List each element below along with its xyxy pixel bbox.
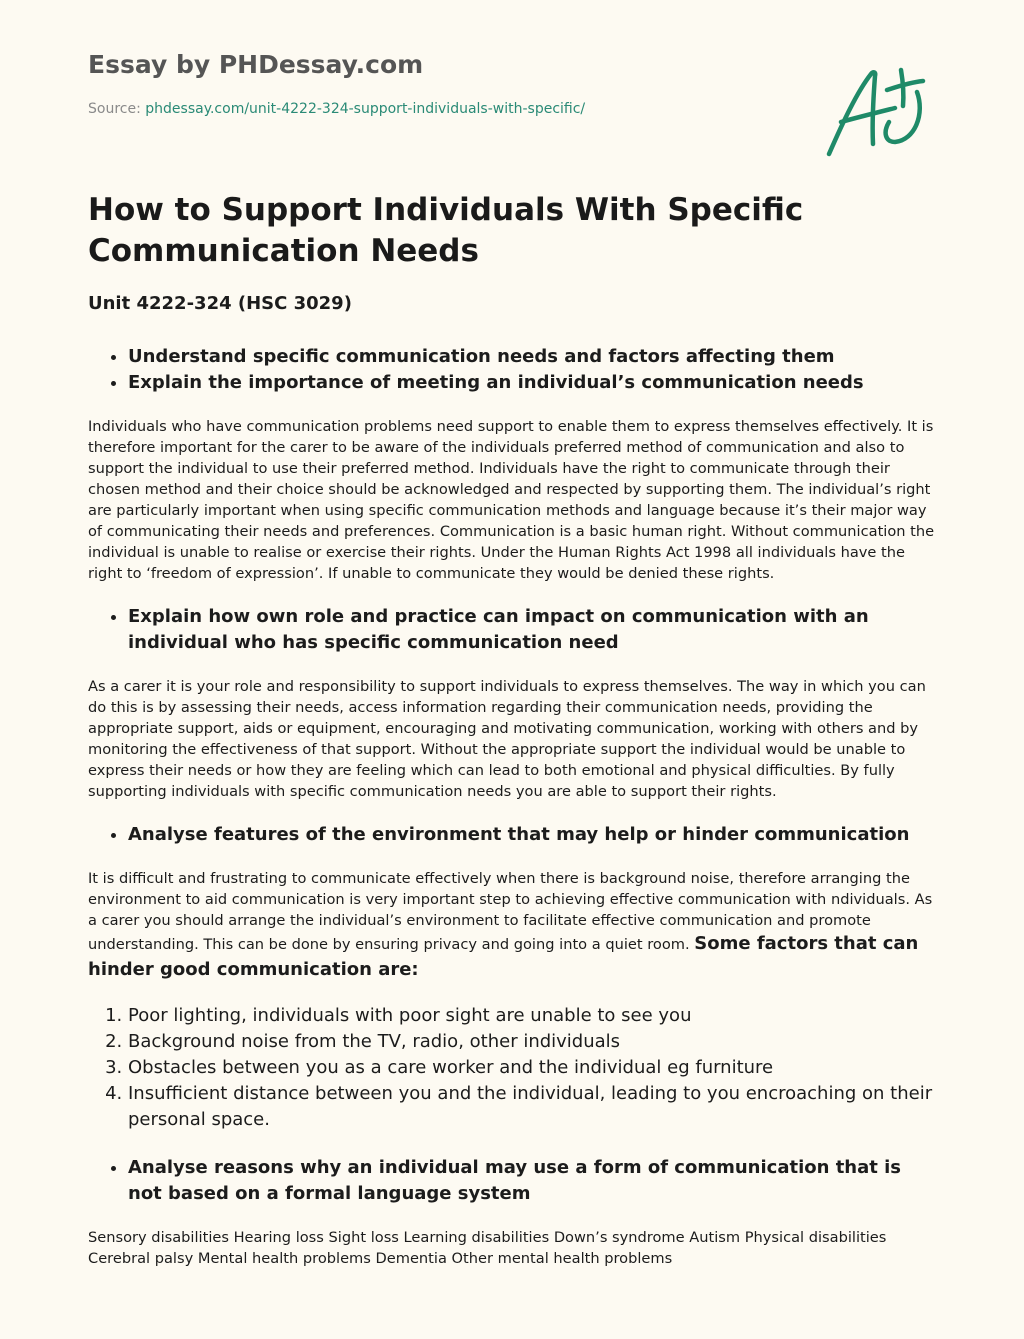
essay-body — [88, 290, 938, 1335]
site-brand: Essay by PHDessay.com — [88, 50, 424, 79]
paragraph-environment-text: It is difficult and frustrating to communicate effectively when there is background noise, therefore arranging the environment to aid communication is very important step to achieving effective communication with ndividuals. As a carer you should arrange the individual’s environment to facilitate effective communication and promote understanding. This can be done by ensuring privacy and going into a quiet room. — [88, 870, 933, 953]
source-link[interactable]: phdessay.com/unit-4222-324-support-individuals-with-specific/ — [145, 101, 586, 117]
outcome-item: • Analyse features of the environment that may help or hinder communication — [128, 822, 938, 848]
factors-list — [88, 1003, 938, 1133]
paragraph-role: As a carer it is your role and responsibility to support individuals to express themselves. The way in which you can do this is by assessing their needs, access information regarding their communication needs, providing the appropriate support, aids or equipment, encouraging and motivating communication, working with others and by monitoring the effectiveness of that support. Without the appropriate support the individual would be unable to express their needs or how they are feeling which can lead to both emotional and physical difficulties. By fully supporting individuals with specific communication needs you are able to support their rights. — [88, 678, 926, 800]
paragraph-environment — [88, 868, 938, 983]
factor-item: 2. Background noise from the TV, radio, other individuals — [128, 1029, 938, 1055]
outcomes-list-3 — [88, 822, 938, 848]
unit-heading: Unit 4222-324 (HSC 3029) — [88, 293, 352, 314]
factor-item: 3. Obstacles between you as a care worker and the individual eg furniture — [128, 1055, 938, 1081]
a-plus-grade-logo-icon — [823, 62, 933, 162]
outcome-item: • Analyse reasons why an individual may use a form of communication that is not based on a formal language system — [128, 1155, 938, 1207]
factor-item: 1. Poor lighting, individuals with poor sight are unable to see you — [128, 1003, 938, 1029]
source-label: Source: — [88, 101, 141, 117]
outcomes-list-4 — [88, 1155, 938, 1207]
outcomes-list-1 — [88, 344, 938, 396]
outcomes-list-2 — [88, 604, 938, 656]
paragraph-reasons: Sensory disabilities Hearing loss Sight loss Learning disabilities Down’s syndrome Autism Physical disabilities Cerebral palsy Mental health problems Dementia Other mental health problems — [88, 1229, 887, 1267]
factor-item: 4. Insufficient distance between you and the individual, leading to you encroaching on their personal space. — [128, 1081, 938, 1133]
page-cutoff — [0, 1280, 1024, 1339]
source-line — [88, 101, 585, 117]
outcome-item: • Understand specific communication needs and factors affecting them — [128, 344, 938, 370]
outcome-item: • Explain how own role and practice can impact on communication with an individual who has specific communication need — [128, 604, 938, 656]
outcome-item: • Explain the importance of meeting an individual’s communication needs — [128, 370, 938, 396]
paragraph-rights: Individuals who have communication problems need support to enable them to express themselves effectively. It is therefore important for the carer to be aware of the individuals preferred method of communication and also to support the individual to use their preferred method. Individuals have the right to communicate through their chosen method and their choice should be acknowledged and respected by supporting them. The individual’s right are particularly important when using specific communication methods and language because it’s their major way of communicating their needs and preferences. Communication is a basic human right. Without communication the individual is unable to realise or exercise their rights. Under the Human Rights Act 1998 all individuals have the right to ‘freedom of expression’. If unable to communicate they would be denied these rights. — [88, 418, 935, 582]
essay-title: How to Support Individuals With Specific Communication Needs — [88, 192, 804, 269]
factors-heading: Some factors that can hinder good communication are: — [88, 933, 919, 980]
